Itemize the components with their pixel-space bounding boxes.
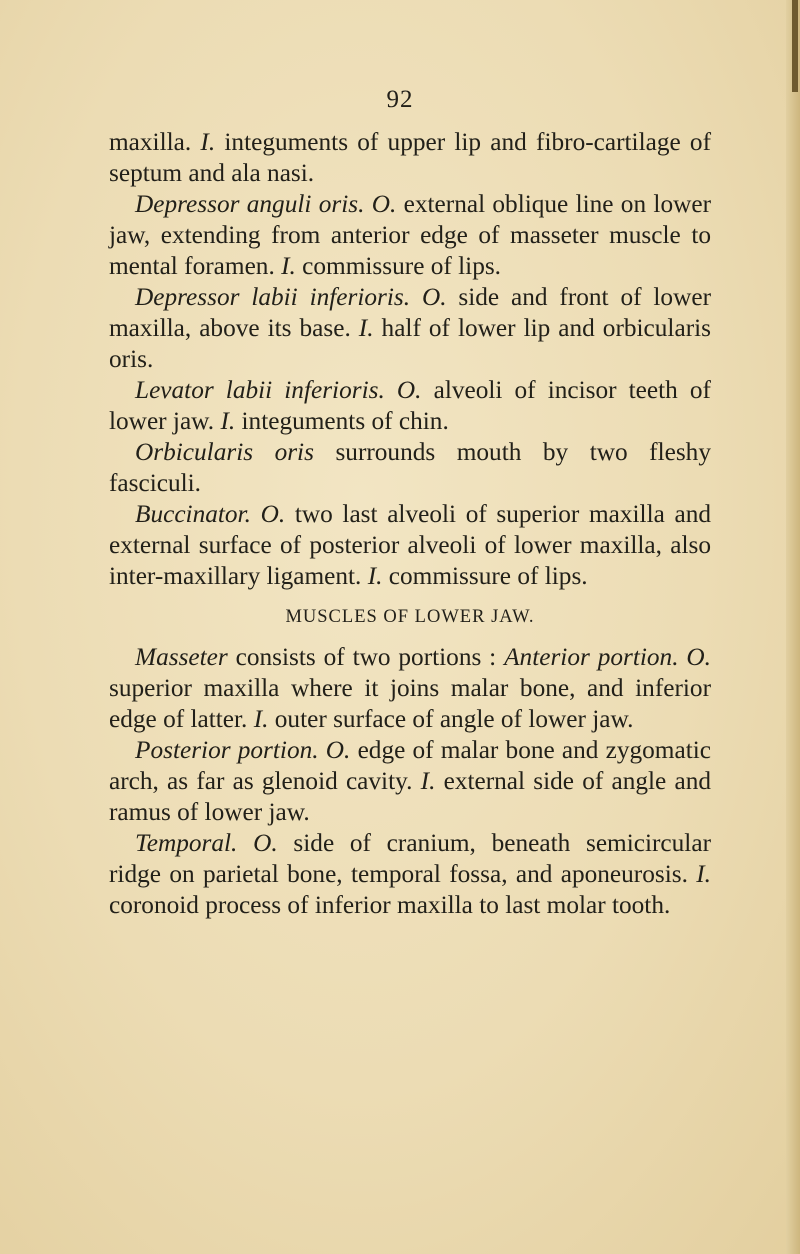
origin-label: O. [396, 376, 422, 404]
origin-label: O. [325, 736, 351, 764]
paragraphs-before-heading [109, 127, 711, 592]
paragraphs-after-heading [109, 642, 711, 921]
body-text: half of lower lip and orbicularis oris. [109, 314, 711, 373]
term-label: Masseter [135, 643, 228, 671]
body-text: external oblique line on lower jaw, extending from anterior edge of masseter muscle to mental foramen. [109, 190, 712, 280]
body-text: commissure of lips. [382, 562, 588, 590]
insertion-label: I. [696, 860, 711, 888]
body-text [319, 736, 326, 764]
paragraph [109, 642, 711, 735]
term-label: Posterior portion. [135, 736, 319, 764]
insertion-label: I. [253, 705, 269, 733]
body-text [251, 500, 261, 528]
paragraph [109, 735, 711, 828]
body-text: surrounds mouth by two fleshy fasciculi. [109, 438, 711, 497]
body-text: side and front of lower maxilla, above its base. [109, 283, 711, 342]
origin-label: O. [686, 643, 711, 671]
insertion-label: I. [200, 128, 216, 156]
body-text: superior maxilla where it joins malar bone, and inferior edge of latter. [109, 674, 711, 733]
page-body [109, 127, 711, 921]
paragraph [109, 375, 711, 437]
paragraph [109, 189, 711, 282]
body-text: side of cranium, beneath semicircular ridge on parietal bone, temporal fossa, and aponeurosis. [109, 829, 711, 888]
body-text: integuments of chin. [235, 407, 449, 435]
paragraph [109, 282, 711, 375]
term-label: Buccinator. [135, 500, 251, 528]
origin-label: O. [371, 190, 397, 218]
paragraph [109, 828, 711, 921]
body-text [364, 190, 371, 218]
term-label: Temporal. [135, 829, 238, 857]
page-number: 92 [386, 86, 414, 113]
origin-label: O. [421, 283, 447, 311]
paragraph [109, 499, 711, 592]
insertion-label: I. [220, 407, 236, 435]
paragraph [109, 437, 711, 499]
body-text: external side of angle and ramus of lower jaw. [109, 767, 711, 826]
body-text: edge of malar bone and zygomatic arch, as far as glenoid cavity. [109, 736, 711, 795]
term-label: Depressor anguli oris. [135, 190, 365, 218]
body-text: commissure of lips. [295, 252, 502, 280]
body-text [410, 283, 422, 311]
term-label: Depressor labii inferioris. [135, 283, 411, 311]
body-text: alveoli of incisor teeth of lower jaw. [109, 376, 711, 435]
term-label: Orbicularis oris [135, 438, 314, 466]
term-label: Anterior portion. [504, 643, 679, 671]
page-edge [786, 0, 800, 1254]
origin-label: O. [253, 829, 278, 857]
insertion-label: I. [358, 314, 374, 342]
body-text: maxilla. [109, 128, 201, 156]
insertion-label: I. [281, 252, 296, 280]
section-heading: MUSCLES OF LOWER JAW. [285, 607, 535, 627]
binding-mark [792, 0, 798, 92]
body-text: two last alveoli of superior maxilla and external surface of posterior alveoli of lower maxilla, also inter-maxillary ligament. [109, 500, 711, 590]
body-text: outer surface of angle of lower jaw. [268, 705, 634, 733]
term-label: Levator labii inferioris. [135, 376, 385, 404]
body-text: integuments of upper lip and fibro-cartilage of septum and ala nasi. [109, 128, 711, 187]
insertion-label: I. [420, 767, 436, 795]
body-text: coronoid process of inferior maxilla to last molar tooth. [109, 891, 671, 919]
insertion-label: I. [367, 562, 383, 590]
body-text: consists of two portions : [227, 643, 505, 671]
origin-label: O. [260, 500, 286, 528]
paragraph [109, 127, 711, 189]
body-text [385, 376, 397, 404]
body-text [237, 829, 253, 857]
